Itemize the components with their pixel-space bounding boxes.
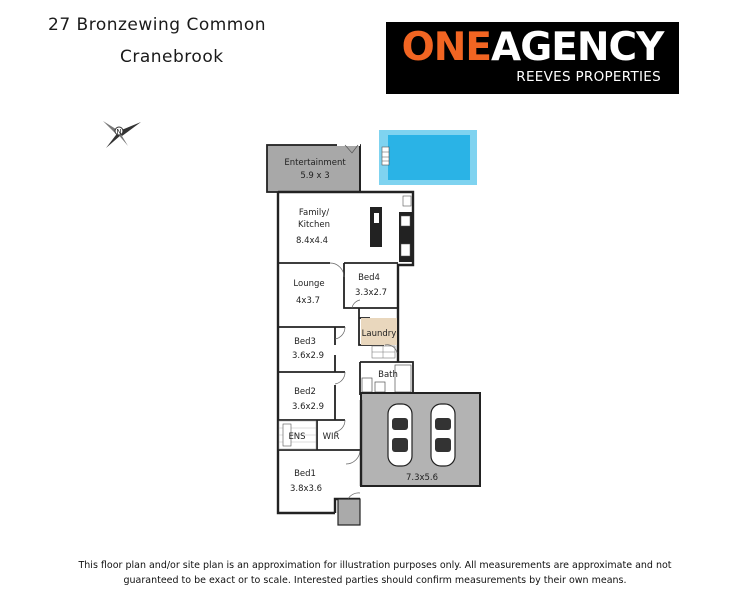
family-size: 8.4x4.4 bbox=[295, 236, 329, 246]
bed3-size: 3.6x2.9 bbox=[291, 351, 325, 361]
pool-water bbox=[388, 135, 470, 180]
family-label-2: Kitchen bbox=[298, 220, 330, 230]
logo-agency: AGENCY bbox=[491, 25, 664, 70]
compass-icon bbox=[103, 121, 141, 148]
entertainment-size: 5.9 x 3 bbox=[300, 171, 330, 181]
car-icon bbox=[431, 404, 455, 466]
bed1-size: 3.8x3.6 bbox=[289, 484, 323, 494]
disclaimer-line-2: guaranteed to be exact or to scale. Interested parties should confirm measurements by their own means. bbox=[123, 575, 627, 586]
bed4-size: 3.3x2.7 bbox=[354, 288, 388, 298]
pool bbox=[379, 130, 477, 185]
bed2-label: Bed2 bbox=[294, 387, 316, 397]
front-porch bbox=[338, 499, 360, 525]
garage-size: 7.3x5.6 bbox=[405, 473, 439, 483]
entertainment-area bbox=[267, 145, 360, 192]
address-line-1: 27 Bronzewing Common bbox=[48, 15, 267, 35]
ens-label: ENS bbox=[288, 432, 306, 442]
lounge-size: 4x3.7 bbox=[296, 296, 320, 306]
bed1-label: Bed1 bbox=[294, 469, 316, 479]
bed2-size: 3.6x2.9 bbox=[291, 402, 325, 412]
wir-label: WIR bbox=[322, 432, 340, 442]
laundry-label: Laundry bbox=[361, 329, 397, 339]
bed4-label: Bed4 bbox=[358, 273, 380, 283]
compass-label: N bbox=[116, 128, 122, 136]
entertainment-label: Entertainment bbox=[284, 158, 346, 168]
logo-subtitle: REEVES PROPERTIES bbox=[516, 69, 661, 85]
car-icon bbox=[388, 404, 412, 466]
lounge-label: Lounge bbox=[293, 279, 325, 289]
logo-one: ONE bbox=[401, 25, 492, 70]
family-label-1: Family/ bbox=[298, 208, 330, 218]
disclaimer-line-1: This floor plan and/or site plan is an approximation for illustration purposes only. All measurements are approximate and not bbox=[78, 560, 672, 571]
address-line-2: Cranebrook bbox=[120, 47, 224, 67]
bath-label: Bath bbox=[378, 370, 398, 380]
bed3-label: Bed3 bbox=[294, 337, 316, 347]
